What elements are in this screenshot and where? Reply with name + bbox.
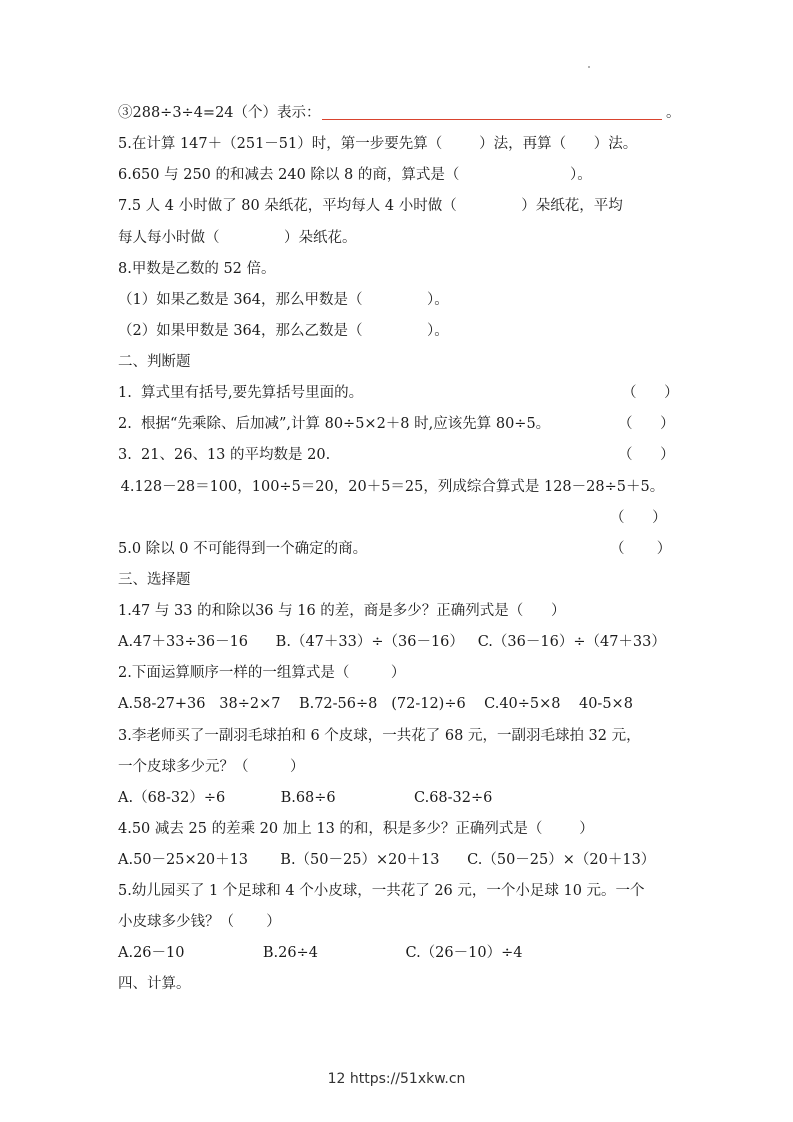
section-choice-title: 三、选择题	[118, 572, 191, 588]
choice-4-options: A.50－25×20＋13 B.（50－25）×20＋13 C.（50－25）×（20＋13）	[118, 852, 656, 868]
q-fill-5: 5.在计算 147＋（251－51）时，第一步要先算（ ）法，再算（ ）法。	[118, 136, 638, 152]
judge-5: 5.0 除以 0 不可能得到一个确定的商。	[118, 541, 368, 557]
choice-4: 4.50 减去 25 的差乘 20 加上 13 的和，积是多少？正确列式是（ ）	[118, 821, 594, 837]
judge-1-bracket: （ ）	[622, 385, 679, 401]
judge-1: 1. 算式里有括号,要先算括号里面的。	[118, 385, 364, 401]
section-calc-title: 四、计算。	[118, 976, 191, 992]
choice-2-options: A.58-27+36 38÷2×7 B.72-56÷8 (72-12)÷6 C.40÷5×8 40-5×8	[118, 696, 633, 712]
choice-1: 1.47 与 33 的和除以36 与 16 的差，商是多少？正确列式是（ ）	[118, 603, 566, 619]
speck	[588, 66, 590, 68]
choice-3-options: A.（68-32）÷6 B.68÷6 C.68-32÷6	[118, 790, 493, 806]
judge-2: 2. 根据“先乘除、后加减”,计算 80÷5×2＋8 时,应该先算 80÷5。	[118, 416, 551, 432]
answer-underline	[322, 119, 662, 120]
section-judge-title: 二、判断题	[118, 354, 191, 370]
q-fill-8-2: （2）如果甲数是 364，那么乙数是（ ）。	[118, 323, 449, 339]
q-fill-6: 6.650 与 250 的和减去 240 除以 8 的商，算式是（ ）。	[118, 167, 592, 183]
choice-5-options: A.26－10 B.26÷4 C.（26－10）÷4	[118, 945, 523, 961]
choice-3-cont: 一个皮球多少元？（ ）	[118, 759, 305, 775]
choice-2: 2.下面运算顺序一样的一组算式是（ ）	[118, 665, 406, 681]
choice-5: 5.幼儿园买了 1 个足球和 4 个小皮球，一共花了 26 元，一个小足球 10 元。一个	[118, 883, 645, 899]
judge-4: 4.128－28＝100，100÷5＝20，20＋5＝25，列成综合算式是 128－28÷5＋5。	[116, 479, 665, 495]
q-fill-8-1: （1）如果乙数是 364，那么甲数是（ ）。	[118, 292, 449, 308]
q-fill-3-end: 。	[666, 105, 681, 121]
judge-5-bracket: （ ）	[610, 541, 672, 557]
page-footer: 12 https://51xkw.cn	[327, 1071, 466, 1087]
judge-4-bracket: （ ）	[610, 510, 667, 526]
q-fill-3-line: ③288÷3÷4=24（个）表示：	[118, 105, 321, 121]
q-fill-8: 8.甲数是乙数的 52 倍。	[118, 261, 276, 277]
judge-3: 3. 21、26、13 的平均数是 20.	[118, 447, 331, 463]
judge-2-bracket: （ ）	[618, 416, 675, 432]
q-fill-7: 7.5 人 4 小时做了 80 朵纸花，平均每人 4 小时做（ ）朵纸花，平均	[118, 198, 623, 214]
choice-5-cont: 小皮球多少钱？（ ）	[118, 914, 281, 930]
choice-3: 3.李老师买了一副羽毛球拍和 6 个皮球，一共花了 68 元，一副羽毛球拍 32 元，	[118, 728, 641, 744]
choice-1-options: A.47＋33÷36－16 B.（47＋33）÷（36－16） C.（36－16）÷（47＋33）	[118, 634, 666, 650]
q-fill-7-cont: 每人每小时做（ ）朵纸花。	[118, 230, 357, 246]
judge-3-bracket: （ ）	[618, 447, 675, 463]
